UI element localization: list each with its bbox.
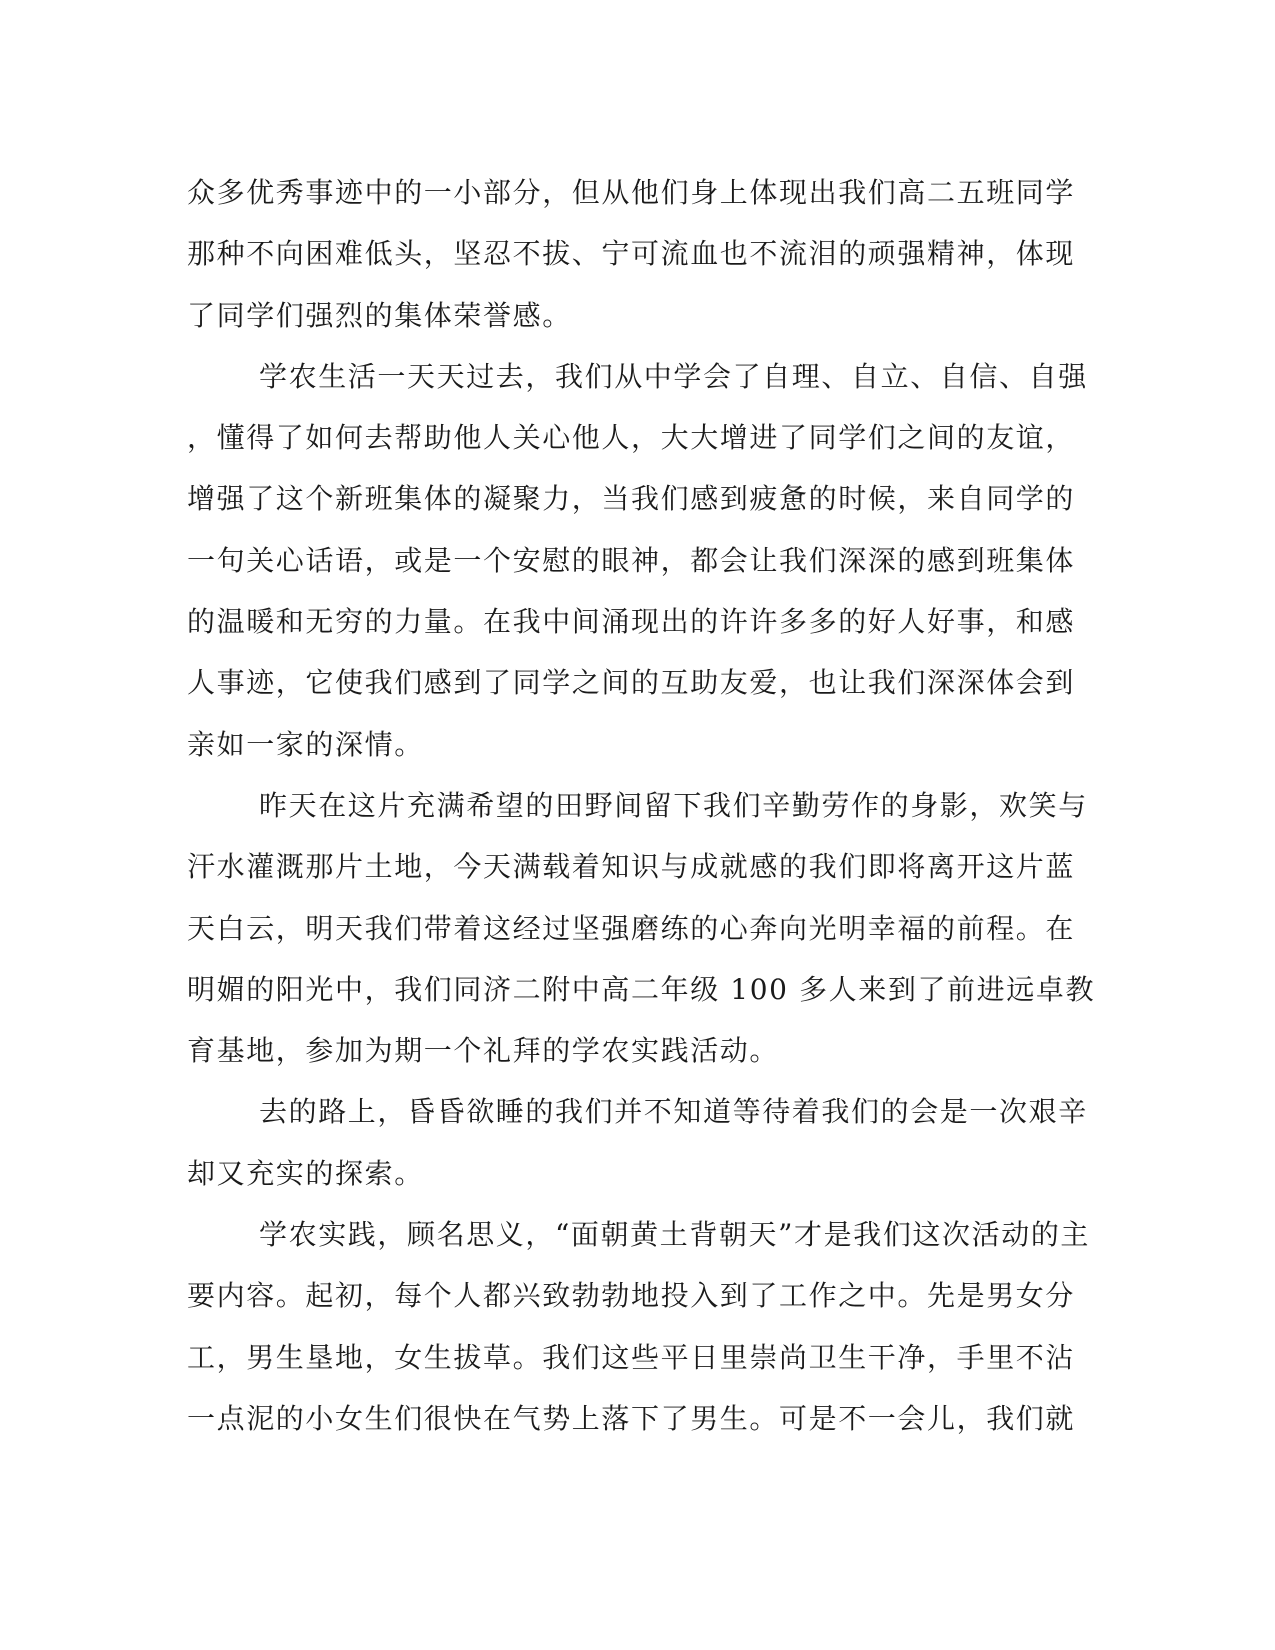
text-line: 育基地，参加为期一个礼拜的学农实践活动。 <box>187 1034 780 1068</box>
text-line: 学农实践，顾名思义，“面朝黄土背朝天”才是我们这次活动的主 <box>259 1218 1091 1252</box>
text-line: ，懂得了如何去帮助他人关心他人，大大增进了同学们之间的友谊， <box>187 421 1076 455</box>
text-line: 亲如一家的深情。 <box>187 727 424 761</box>
text-line: 了同学们强烈的集体荣誉感。 <box>187 298 572 332</box>
text-line: 去的路上，昏昏欲睡的我们并不知道等待着我们的会是一次艰辛 <box>259 1095 1088 1129</box>
text-line: 昨天在这片充满希望的田野间留下我们辛勤劳作的身影，欢笑与 <box>259 788 1088 822</box>
text-line: 工，男生垦地，女生拔草。我们这些平日里崇尚卫生干净，手里不沾 <box>187 1340 1076 1374</box>
text-line: 那种不向困难低头，坚忍不拔、宁可流血也不流泪的顽强精神，体现 <box>187 237 1076 271</box>
text-line: 要内容。起初，每个人都兴致勃勃地投入到了工作之中。先是男女分 <box>187 1279 1076 1313</box>
text-line: 天白云，明天我们带着这经过坚强磨练的心奔向光明幸福的前程。在 <box>187 911 1076 945</box>
text-line: 的温暖和无穷的力量。在我中间涌现出的许许多多的好人好事，和感 <box>187 605 1076 639</box>
text-line: 学农生活一天天过去，我们从中学会了自理、自立、自信、自强 <box>259 359 1088 393</box>
text-line: 人事迹，它使我们感到了同学之间的互助友爱，也让我们深深体会到 <box>187 666 1076 700</box>
text-line: 明媚的阳光中，我们同济二附中高二年级 100 多人来到了前进远卓教 <box>187 972 1096 1006</box>
text-line: 一句关心话语，或是一个安慰的眼神，都会让我们深深的感到班集体 <box>187 543 1076 577</box>
text-line: 众多优秀事迹中的一小部分，但从他们身上体现出我们高二五班同学 <box>187 176 1076 209</box>
text-line: 却又充实的探索。 <box>187 1156 424 1190</box>
text-line: 一点泥的小女生们很快在气势上落下了男生。可是不一会儿，我们就 <box>187 1401 1076 1435</box>
text-line: 汗水灌溉那片土地，今天满载着知识与成就感的我们即将离开这片蓝 <box>187 850 1076 884</box>
text-line: 增强了这个新班集体的凝聚力，当我们感到疲惫的时候，来自同学的 <box>187 482 1076 516</box>
document-body-text <box>187 162 1096 1449</box>
